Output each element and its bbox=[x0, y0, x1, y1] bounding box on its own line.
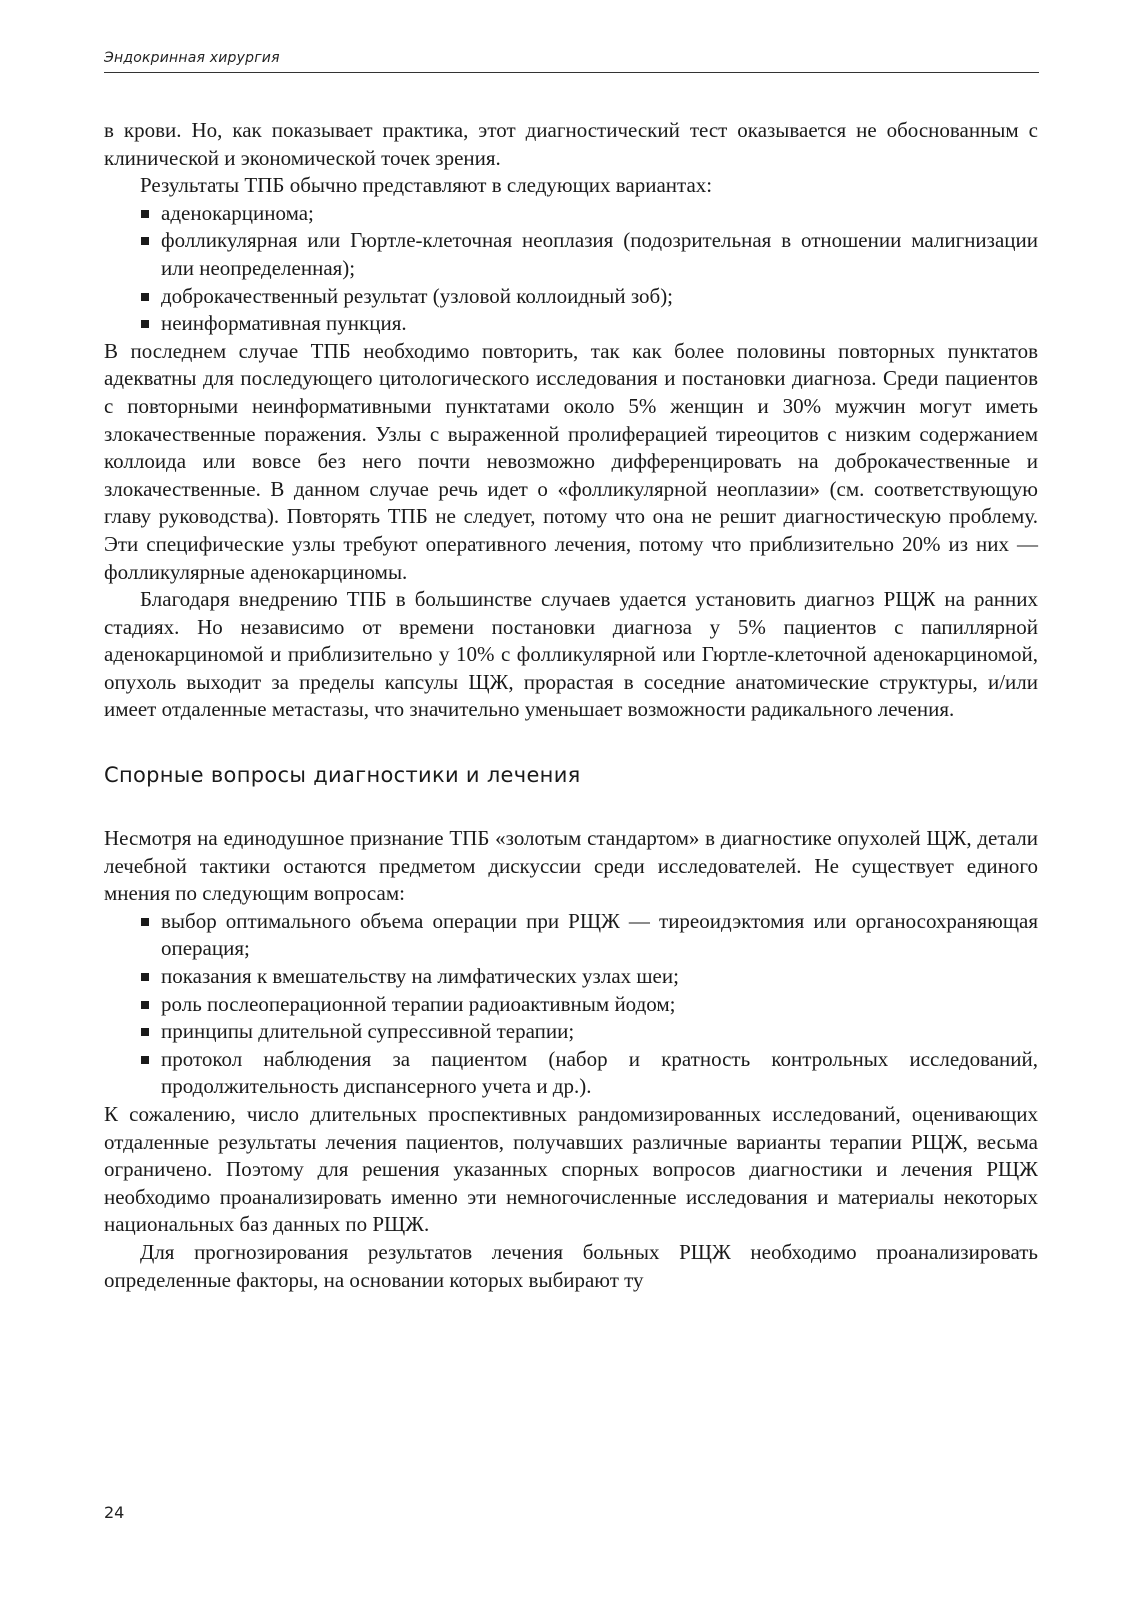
results-list bbox=[104, 200, 1038, 338]
section-heading: Спорные вопросы диагностики и лечения bbox=[104, 763, 581, 788]
page-body bbox=[104, 117, 1038, 1294]
list-item: роль послеоперационной терапии радиоактивным йодом; bbox=[161, 991, 1038, 1019]
paragraph-results-intro: Результаты ТПБ обычно представляют в следующих вариантах: bbox=[140, 173, 713, 198]
list-item: аденокарцинома; bbox=[161, 200, 1038, 228]
paragraph-repeat-biopsy: В последнем случае ТПБ необходимо повторить, так как более половины повторных пунктатов адекватны для последующего цитологического исследования и постановки диагноза. Среди пациентов с повторными неинформативными пунктатами около 5% женщин и 30% мужчин могут иметь злокачественные поражения. Узлы с выраженной пролиферацией тиреоцитов с низким содержанием коллоида или вовсе без него почти невозможно дифференцировать на доброкачественные и злокачественные. В данном случае речь идет о «фолликулярной неоплазии» (см. соответствующую главу руководства). Повторять ТПБ не следует, потому что она не решит диагностическую проблему. Эти специфические узлы требуют оперативного лечения, потому что приблизительно 20% из них — фолликулярные аденокарциномы. bbox=[104, 338, 1038, 584]
list-item: выбор оптимального объема операции при РЩЖ — тиреоидэктомия или органосохраняющая операция; bbox=[161, 908, 1038, 963]
paragraph-continuation: в крови. Но, как показывает практика, этот диагностический тест оказывается не обоснованным с клинической и экономической точек зрения. bbox=[104, 118, 1038, 170]
header-rule bbox=[104, 72, 1039, 73]
paragraph-early-diagnosis: Благодаря внедрению ТПБ в большинстве случаев удается установить диагноз РЩЖ на ранних стадиях. Но независимо от времени постановки диагноза у 5% пациентов с папиллярной аденокарциномой и приблизительно у 10% с фолликулярной или Гюртле-клеточной аденокарциномой, опухоль выходит за пределы капсулы ЩЖ, прорастая в соседние анатомические структуры, и/или имеет отдаленные метастазы, что значительно уменьшает возможности радикального лечения. bbox=[104, 587, 1038, 722]
list-item: фолликулярная или Гюртле-клеточная неоплазия (подозрительная в отношении малигнизации или неопределенная); bbox=[161, 227, 1038, 282]
list-item: неинформативная пункция. bbox=[161, 310, 1038, 338]
running-title: Эндокринная хирургия bbox=[104, 50, 280, 66]
controversies-list bbox=[104, 908, 1038, 1101]
list-item: доброкачественный результат (узловой коллоидный зоб); bbox=[161, 283, 1038, 311]
list-item: протокол наблюдения за пациентом (набор и кратность контрольных исследований, продолжительность диспансерного учета и др.). bbox=[161, 1046, 1038, 1101]
paragraph-studies: К сожалению, число длительных проспективных рандомизированных исследований, оценивающих отдаленные результаты лечения пациентов, получавших различные варианты терапии РЩЖ, весьма ограничено. Поэтому для решения указанных спорных вопросов диагностики и лечения РЩЖ необходимо проанализировать именно эти немногочисленные исследования и материалы некоторых национальных баз данных по РЩЖ. bbox=[104, 1102, 1038, 1237]
page-number: 24 bbox=[104, 1503, 125, 1522]
paragraph-prognosis: Для прогнозирования результатов лечения больных РЩЖ необходимо проанализировать определенные факторы, на основании которых выбирают ту bbox=[104, 1239, 1038, 1292]
paragraph-controversies: Несмотря на единодушное признание ТПБ «золотым стандартом» в диагностике опухолей ЩЖ, детали лечебной тактики остаются предметом дискуссии среди исследователей. Не существует единого мнения по следующим вопросам: bbox=[104, 826, 1038, 906]
list-item: показания к вмешательству на лимфатических узлах шеи; bbox=[161, 963, 1038, 991]
list-item: принципы длительной супрессивной терапии; bbox=[161, 1018, 1038, 1046]
